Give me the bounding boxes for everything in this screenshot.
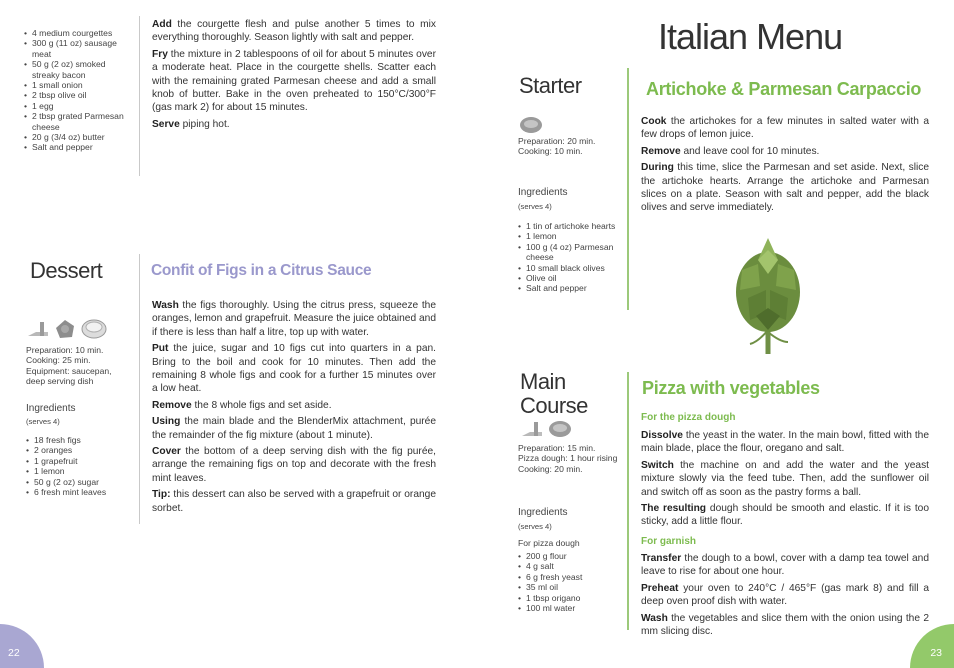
disc-icon — [548, 420, 572, 443]
list-item: • 1 lemon — [26, 466, 134, 476]
step-verb: During — [641, 162, 674, 174]
recipe-step: Dissolve the yeast in the water. In the main bowl, fitted with the main blade, place the flour, oregano and salt. — [641, 430, 929, 455]
divider-main — [627, 372, 629, 630]
dessert-section-title: Dessert — [30, 258, 103, 283]
dessert-steps — [152, 299, 436, 518]
list-item: • Olive oil — [518, 273, 628, 283]
starter-serves: (serves 4) — [518, 202, 552, 211]
main-garnish-steps — [641, 552, 929, 641]
starter-steps — [641, 115, 929, 218]
artichoke-image — [728, 230, 808, 354]
main-recipe-title: Pizza with vegetables — [642, 378, 820, 398]
starter-ingredients-list — [518, 221, 628, 294]
recipe-step: Remove the 8 whole figs and set aside. — [152, 399, 332, 411]
list-item: • 20 g (3/4 oz) butter — [24, 132, 132, 142]
main-dough-label: For pizza dough — [518, 538, 580, 548]
list-item: • 2 tbsp grated Parmesan cheese — [24, 111, 132, 132]
step-verb: Cover — [152, 446, 181, 458]
recipe-step: During this time, slice the Parmesan and set aside. Next, slice the artichoke hearts. Arrange the artichoke and Parmesan slices on a plate. Season with salt and pepper, add the black olives and serve immediately. — [641, 162, 929, 214]
list-item: • 1 lemon — [518, 231, 628, 241]
recipe-step: Put the juice, sugar and 10 figs cut into quarters in a pan. Bring to the boil and cook for 10 minutes. Then add the remaining 8 whole figs and cook for a further 15 minutes over a low heat. — [152, 343, 436, 395]
step-verb: Serve — [152, 118, 180, 130]
dessert-ingredients-label: Ingredients — [26, 403, 76, 414]
dessert-icons — [26, 318, 108, 345]
bowl-icon — [80, 318, 108, 345]
recipe-step: Fry the mixture in 2 tablespoons of oil for about 5 minutes over a moderate heat. Place in the courgette shells. Scatter each with the remaining grated Parmesan cheese and add a small knob of butter. Bake in the oven preheated to 150°C/300°F (gas mark 2) for about 15 minutes. — [152, 48, 436, 114]
step-verb: Preheat — [641, 582, 679, 594]
page-number-left — [0, 624, 44, 668]
main-dough-steps — [641, 429, 929, 532]
step-verb: Dissolve — [641, 430, 683, 441]
main-ingredients-list — [518, 551, 622, 613]
step-verb: Put — [152, 343, 169, 355]
list-item: • Salt and pepper — [518, 283, 628, 293]
info-line: Equipment: saucepan, deep serving dish — [26, 365, 112, 387]
main-icons — [520, 418, 572, 445]
list-item: • 6 fresh mint leaves — [26, 487, 134, 497]
list-item: • 100 ml water — [518, 603, 622, 613]
info-line: Cooking: 10 min. — [518, 146, 583, 157]
main-section-title-line1: Main — [520, 369, 566, 394]
courgette-ingredients-list — [24, 28, 132, 153]
list-item: • 2 oranges — [26, 445, 134, 455]
main-ingredients-label: Ingredients — [518, 507, 568, 518]
main-section-title-line2: Course — [520, 393, 588, 418]
info-line: Cooking: 20 min. — [518, 463, 583, 474]
dessert-serves: (serves 4) — [26, 417, 60, 426]
step-verb: Wash — [641, 612, 668, 624]
knife-blade-icon — [520, 418, 544, 445]
list-item: • Salt and pepper — [24, 142, 132, 152]
main-garnish-subtitle: For garnish — [641, 536, 697, 547]
step-verb: Wash — [152, 300, 179, 311]
recipe-step: Switch the machine on and add the water and the yeast mixture slowly via the feed tube. Then, add the sunflower oil and switch off as soon as the pastry forms a ball. — [641, 459, 929, 498]
main-info — [518, 443, 622, 474]
info-line: Preparation: 10 min. — [26, 345, 104, 355]
recipe-step: Cover the bottom of a deep serving dish with the fig purée, arrange the remaining figs on top and decorate with the fresh mint leaves. — [152, 446, 436, 484]
menu-title: Italian Menu — [658, 16, 843, 57]
step-verb: Fry — [152, 48, 168, 60]
recipe-step: Serve piping hot. — [152, 118, 230, 130]
divider-dessert — [139, 254, 140, 524]
list-item: • 1 grapefruit — [26, 456, 134, 466]
dessert-recipe-title: Confit of Figs in a Citrus Sauce — [151, 262, 372, 279]
step-verb: Remove — [152, 399, 192, 411]
divider-starter — [627, 68, 629, 310]
recipe-step: Transfer the dough to a bowl, cover with a damp tea towel and leave to rise for about one hour. — [641, 553, 929, 578]
list-item: • 35 ml oil — [518, 582, 622, 592]
recipe-step: Preheat your oven to 240°C / 465°F (gas mark 8) and fill a deep oven proof dish with water. — [641, 582, 929, 608]
info-line: Preparation: 15 min. — [518, 443, 596, 453]
starter-ingredients-label: Ingredients — [518, 187, 568, 198]
list-item: • 1 tbsp origano — [518, 593, 622, 603]
step-verb: Cook — [641, 116, 667, 127]
page-number-right-text: 23 — [930, 647, 942, 659]
step-verb: Tip: — [152, 489, 171, 501]
starter-recipe-title: Artichoke & Parmesan Carpaccio — [646, 79, 922, 99]
info-line: Cooking: 25 min. — [26, 355, 91, 366]
list-item: • 50 g (2 oz) smoked streaky bacon — [24, 59, 132, 80]
courgette-steps — [152, 18, 436, 134]
dessert-info — [26, 345, 126, 387]
page-number-left-text: 22 — [8, 647, 20, 659]
step-verb: Add — [152, 19, 172, 30]
list-item: • 6 g fresh yeast — [518, 572, 622, 582]
recipe-step: Using the main blade and the BlenderMix attachment, purée the remainder of the fig mixture (about 1 minute). — [152, 416, 436, 441]
list-item: • 1 egg — [24, 101, 132, 111]
main-dough-subtitle: For the pizza dough — [641, 412, 736, 423]
starter-info — [518, 136, 628, 157]
recipe-step: The resulting dough should be smooth and elastic. If it is too sticky, add a little flour. — [641, 503, 929, 528]
dessert-ingredients-list — [26, 435, 134, 497]
list-item: • 4 g salt — [518, 561, 622, 571]
list-item: • 300 g (11 oz) sausage meat — [24, 38, 132, 59]
recipe-step: Wash the figs thoroughly. Using the citrus press, squeeze the oranges, lemon and grapefruit. Measure the juice obtained and if there is less than half a litre, top up with water. — [152, 300, 436, 338]
recipe-step: Remove and leave cool for 10 minutes. — [641, 145, 820, 157]
step-verb: Switch — [641, 459, 674, 471]
list-item: • 1 tin of artichoke hearts — [518, 221, 628, 231]
step-verb: The resulting — [641, 503, 707, 515]
list-item: • 200 g flour — [518, 551, 622, 561]
list-item: • 1 small onion — [24, 80, 132, 90]
list-item: • 4 medium courgettes — [24, 28, 132, 38]
disc-icon — [54, 318, 76, 345]
main-serves: (serves 4) — [518, 522, 552, 531]
recipe-step: Add the courgette flesh and pulse another 5 times to mix everything thoroughly. Season lightly with salt and pepper. — [152, 19, 436, 44]
divider-top-left — [139, 16, 140, 176]
list-item: • 10 small black olives — [518, 263, 628, 273]
list-item: • 2 tbsp olive oil — [24, 90, 132, 100]
knife-blade-icon — [26, 318, 50, 345]
list-item: • 100 g (4 oz) Parmesan cheese — [518, 242, 628, 263]
recipe-step: Tip: this dessert can also be served with a grapefruit or orange sorbet. — [152, 489, 436, 514]
list-item: • 50 g (2 oz) sugar — [26, 477, 134, 487]
step-verb: Remove — [641, 145, 681, 157]
starter-section-title: Starter — [519, 73, 582, 98]
info-line: Preparation: 20 min. — [518, 136, 596, 146]
step-verb: Transfer — [641, 553, 682, 564]
list-item: • 18 fresh figs — [26, 435, 134, 445]
info-line: Pizza dough: 1 hour rising — [518, 453, 618, 464]
recipe-step: Wash the vegetables and slice them with the onion using the 2 mm slicing disc. — [641, 612, 929, 638]
recipe-step: Cook the artichokes for a few minutes in salted water with a few drops of lemon juice. — [641, 116, 929, 141]
step-verb: Using — [152, 416, 181, 428]
